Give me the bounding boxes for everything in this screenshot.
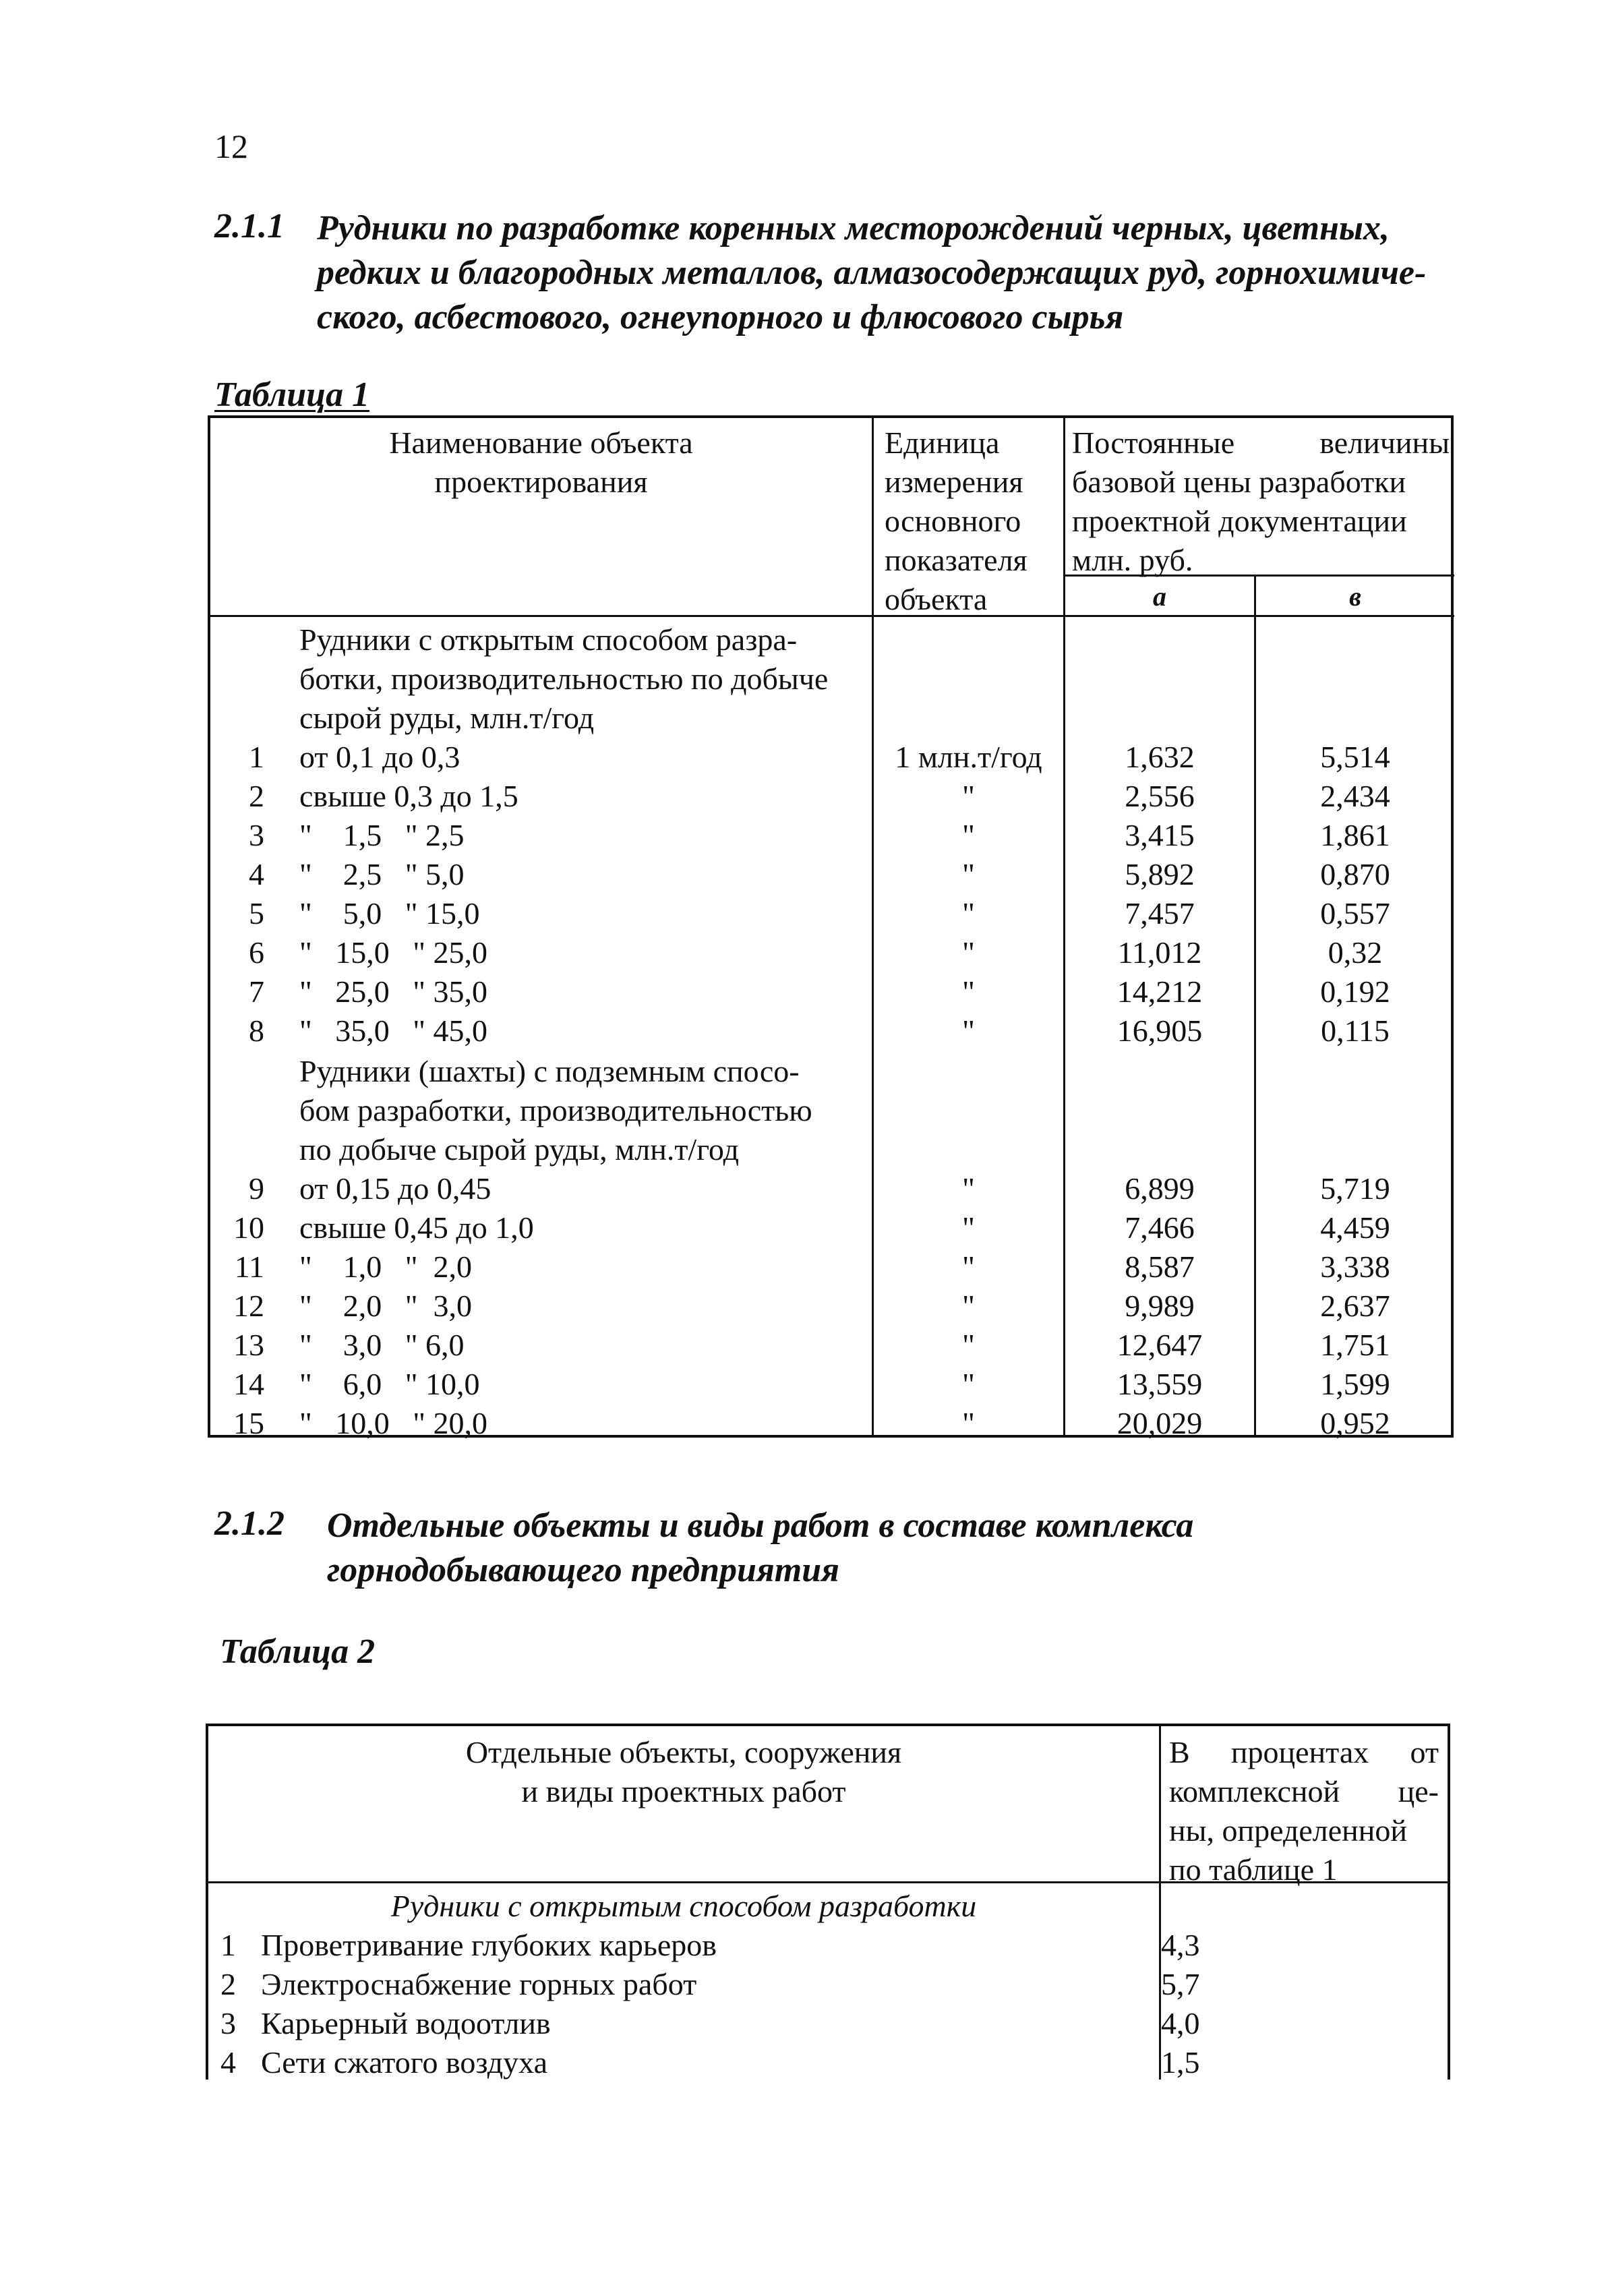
header-line [1169,1772,1439,1811]
row-name: " 2,5 " 5,0 [299,857,465,891]
row-value-a: 13,559 [1116,1367,1203,1401]
group-title-line: Рудники с открытым способом разра- [299,622,798,657]
row-unit: " [962,935,975,970]
table-caption: Таблица 2 [220,1632,376,1671]
row-unit: " [962,1328,975,1362]
row-name: от 0,15 до 0,45 [299,1171,492,1206]
header-line [1072,423,1450,463]
group-title-line: бом разработки, производительностью [299,1093,812,1127]
row-number: 10 [233,1210,264,1245]
row-number: 5 [249,896,264,931]
header-line: базовой цены разработки [1072,465,1406,499]
row-name: Карьерный водоотлив [261,2006,551,2040]
row-number: 14 [233,1367,264,1401]
header-line: млн. руб. [1072,543,1193,577]
row-value-a: 1,632 [1125,740,1195,774]
row-value-b: 1,599 [1320,1367,1390,1401]
section-title [317,206,1426,340]
row-percent: 4,3 [1161,1928,1200,1962]
header-col-b: в [1349,581,1361,612]
section-title [327,1504,1193,1593]
row-name: свыше 0,3 до 1,5 [299,779,518,813]
header-unit-cell [885,423,1028,619]
header-word: процентах [1230,1735,1369,1769]
row-number: 2 [220,1967,236,2001]
row-number: 2 [249,779,264,813]
row-number: 7 [249,974,264,1009]
row-value-a: 8,587 [1125,1249,1195,1284]
row-number: 9 [249,1171,264,1206]
row-number: 1 [249,740,264,774]
row-name: свыше 0,45 до 1,0 [299,1210,534,1245]
row-name: " 25,0 " 35,0 [299,974,488,1009]
group-title: Рудники с открытым способом разработки [390,1889,977,1923]
row-name: " 2,0 " 3,0 [299,1289,473,1323]
row-value-a: 14,212 [1116,974,1203,1009]
row-unit: " [962,1171,975,1206]
row-number: 3 [249,818,264,852]
header-line: Отдельные объекты, сооружения [465,1735,902,1769]
header-word: В [1169,1735,1190,1769]
table-2 [206,1724,1450,2080]
row-value-b: 4,459 [1320,1210,1390,1245]
row-value-a: 3,415 [1125,818,1195,852]
row-value-b: 5,719 [1320,1171,1390,1206]
row-name: " 35,0 " 45,0 [299,1013,488,1048]
row-value-a: 11,012 [1117,935,1202,970]
header-pct-cell [1169,1733,1439,1889]
row-percent: 5,7 [1161,1967,1200,2001]
row-value-a: 5,892 [1125,857,1195,891]
row-percent: 4,0 [1161,2006,1200,2040]
row-unit: " [962,896,975,931]
row-value-b: 0,115 [1321,1013,1390,1048]
header-line: измерения [885,465,1023,499]
row-number: 4 [220,2045,236,2080]
row-name: Проветривание глубоких карьеров [261,1928,717,1962]
header-line: по таблице 1 [1169,1852,1338,1887]
header-name-cell [208,1733,1159,1811]
table-1 [208,415,1454,1438]
row-value-b: 2,434 [1320,779,1390,813]
row-value-b: 0,32 [1328,935,1383,970]
row-name: " 6,0 " 10,0 [299,1367,480,1401]
row-number: 12 [233,1289,264,1323]
row-value-b: 0,557 [1320,896,1390,931]
row-value-a: 7,466 [1125,1210,1195,1245]
row-value-a: 16,905 [1116,1013,1203,1048]
row-value-a: 6,899 [1125,1171,1195,1206]
group-title-line: Рудники (шахты) с подземным спосо- [299,1054,800,1088]
row-name: " 10,0 " 20,0 [299,1406,488,1440]
row-unit: " [962,857,975,891]
header-line: объекта [885,582,988,616]
row-value-b: 1,861 [1320,818,1390,852]
header-word: комплексной [1169,1774,1340,1808]
row-number: 1 [220,1928,236,1962]
row-unit: " [962,1367,975,1401]
header-word: от [1410,1735,1439,1769]
row-name: Сети сжатого воздуха [261,2045,547,2080]
group-title-line: ботки, производительностью по добыче [299,661,829,696]
row-number: 13 [233,1328,264,1362]
header-line: проектной документации [1072,504,1407,538]
header-line: Наименование объекта [389,425,693,460]
row-name: " 3,0 " 6,0 [299,1328,465,1362]
header-col-a: а [1153,581,1166,612]
row-value-b: 0,952 [1320,1406,1390,1440]
section-title-line: горнодобывающего предприятия [327,1551,839,1589]
header-word: це- [1398,1774,1439,1808]
header-word: Постоянные [1072,425,1235,460]
row-value-b: 2,637 [1320,1289,1390,1323]
section-title-line: Отдельные объекты и виды работ в составе комплекса [327,1506,1194,1545]
row-value-b: 5,514 [1320,740,1390,774]
row-unit: " [962,1013,975,1048]
row-number: 3 [220,2006,236,2040]
header-price-cell [1072,423,1450,580]
group-title [299,620,828,738]
header-word: величины [1319,425,1450,460]
group-title-line: по добыче сырой руды, млн.т/год [299,1132,739,1167]
row-unit: 1 млн.т/год [895,740,1042,774]
group-title-line: сырой руды, млн.т/год [299,701,595,735]
row-unit: " [962,779,975,813]
header-line: основного [885,504,1021,538]
row-value-b: 0,870 [1320,857,1390,891]
section-title-line: Рудники по разработке коренных месторождений черных, цветных, [317,209,1390,247]
row-value-b: 3,338 [1320,1249,1390,1284]
section-title-line: ского, асбестового, огнеупорного и флюсового сырья [317,298,1124,336]
table-caption: Таблица 1 [214,376,370,414]
row-number: 11 [234,1249,264,1284]
section-number: 2.1.1 [214,207,285,245]
header-line: показателя [885,543,1028,577]
row-name: " 5,0 " 15,0 [299,896,480,931]
row-value-b: 1,751 [1320,1328,1390,1362]
row-unit: " [962,1406,975,1440]
row-number: 4 [249,857,264,891]
row-unit: " [962,1249,975,1284]
header-line: ны, определенной [1169,1813,1407,1848]
header-name-cell [210,423,872,502]
row-number: 15 [233,1406,264,1440]
row-value-a: 7,457 [1125,896,1195,931]
row-name: " 1,0 " 2,0 [299,1249,473,1284]
row-value-a: 9,989 [1125,1289,1195,1323]
header-line: Единица [885,425,1000,460]
row-number: 6 [249,935,264,970]
header-line: проектирования [434,465,648,499]
section-number: 2.1.2 [214,1504,285,1543]
row-percent: 1,5 [1161,2045,1200,2080]
row-unit: " [962,1289,975,1323]
row-name: " 1,5 " 2,5 [299,818,465,852]
header-line: и виды проектных работ [521,1774,846,1808]
row-number: 8 [249,1013,264,1048]
row-value-a: 2,556 [1125,779,1195,813]
row-name: Электроснабжение горных работ [261,1967,697,2001]
row-unit: " [962,974,975,1009]
row-value-a: 20,029 [1116,1406,1203,1440]
group-title [299,1052,812,1169]
row-unit: " [962,818,975,852]
row-name: от 0,1 до 0,3 [299,740,460,774]
header-line [1169,1733,1439,1772]
page-number: 12 [214,127,248,165]
row-value-b: 0,192 [1320,974,1390,1009]
section-title-line: редких и благородных металлов, алмазосодержащих руд, горнохимиче- [317,254,1427,292]
row-unit: " [962,1210,975,1245]
row-name: " 15,0 " 25,0 [299,935,488,970]
row-value-a: 12,647 [1116,1328,1203,1362]
